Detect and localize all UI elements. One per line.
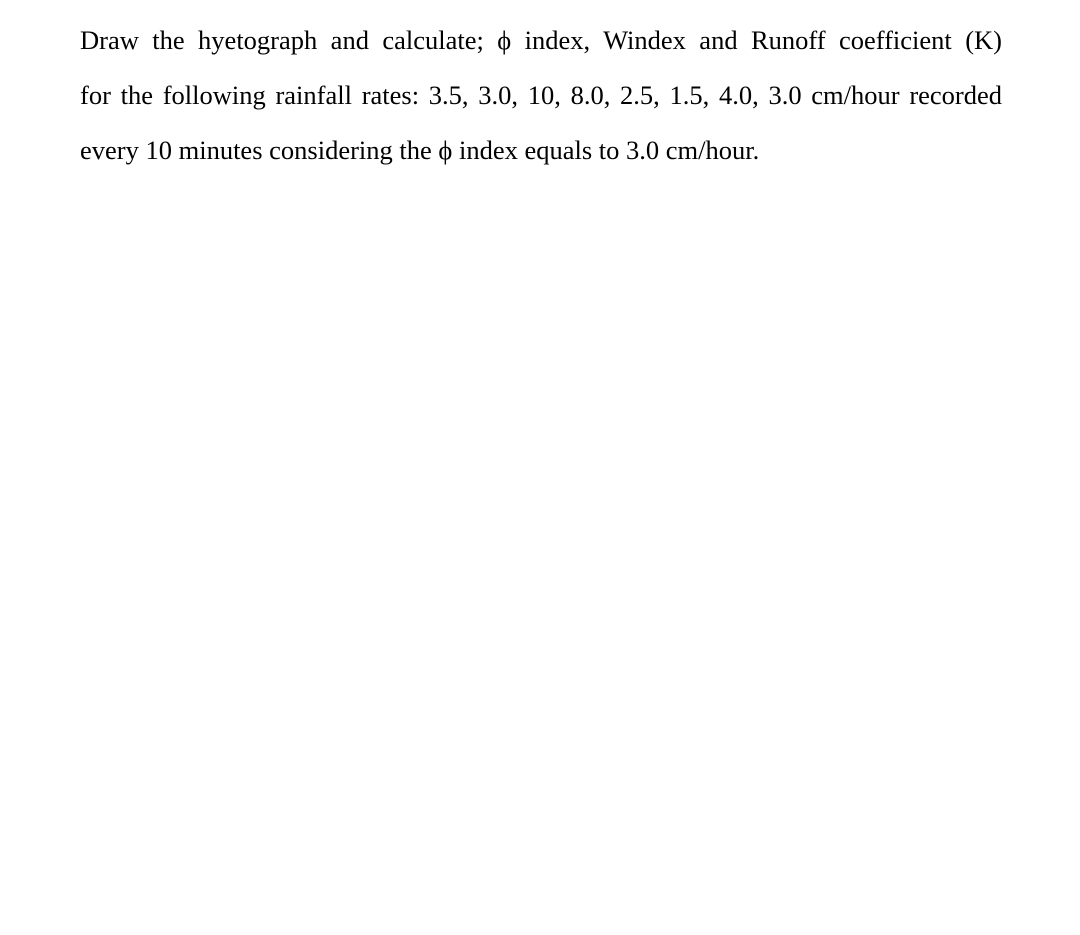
problem-line-3: every 10 minutes considering the ϕ index equals to 3.0 cm/hour. xyxy=(80,135,760,165)
problem-line-1: Draw the hyetograph and calculate; ϕ index, Windex and Runoff coefficient (K) xyxy=(80,25,1002,55)
problem-line-2: for the following rainfall rates: 3.5, 3.0, 10, 8.0, 2.5, 1.5, 4.0, 3.0 cm/hour recorded xyxy=(80,80,1002,110)
problem-statement xyxy=(80,13,1002,178)
